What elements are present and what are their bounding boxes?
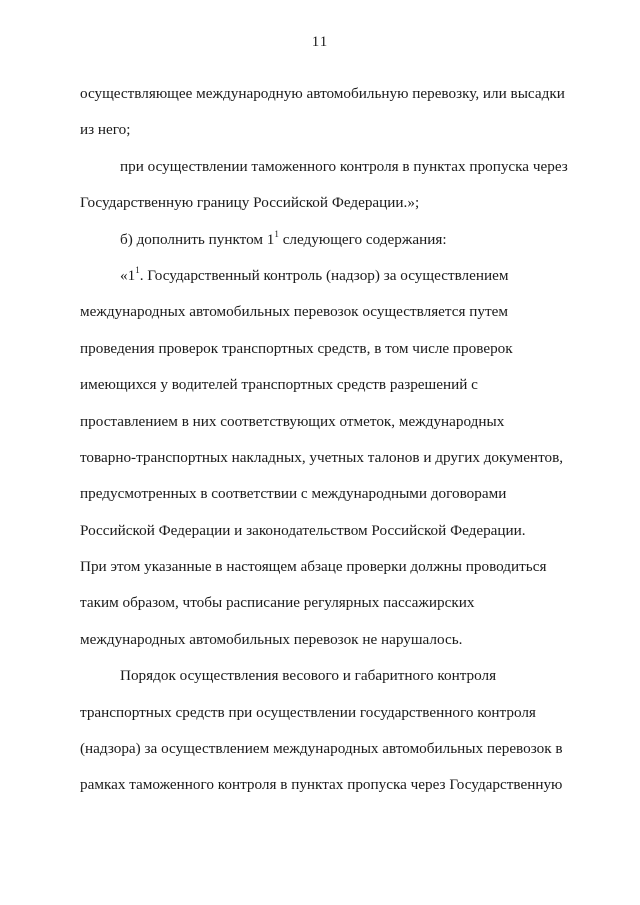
text-line-15: таким образом, чтобы расписание регулярных пассажирских <box>80 594 475 612</box>
text-line-10: проставлением в них соответствующих отметок, международных <box>80 412 505 430</box>
page-number: 11 <box>311 34 329 50</box>
text-line-1: осуществляющее международную автомобильную перевозку, или высадки <box>80 85 565 102</box>
text-line-9: имеющихся у водителей транспортных средств разрешений с <box>80 376 478 394</box>
text-line-8: проведения проверок транспортных средств, в том числе проверок <box>80 339 513 357</box>
text-line-18: транспортных средств при осуществлении государственного контроля <box>80 703 536 721</box>
superscript: 1 <box>274 228 279 239</box>
text-line-7: международных автомобильных перевозок осуществляется путем <box>80 303 508 321</box>
text-line-17: Порядок осуществления весового и габаритного контроля <box>120 667 497 685</box>
text-line-20: рамках таможенного контроля в пунктах пропуска через Государственную <box>80 776 563 794</box>
text-line-6: «$1^1$. Государственный контроль (надзор) за осуществлением <box>120 264 509 284</box>
text-line-3: при осуществлении таможенного контроля в пунктах пропуска через <box>120 157 568 175</box>
document-body <box>80 76 568 804</box>
text-line-11: товарно-транспортных накладных, учетных талонов и других документов, <box>80 448 564 466</box>
text-line-5: б) дополнить пунктом $1^1$ следующего содержания: <box>120 228 447 248</box>
text-line-12: предусмотренных в соответствии с международными договорами <box>80 485 507 503</box>
superscript: 1 <box>135 264 140 275</box>
text-line-16: международных автомобильных перевозок не нарушалось. <box>80 630 463 648</box>
text-line-14: При этом указанные в настоящем абзаце проверки должны проводиться <box>80 558 547 576</box>
text-line-4: Государственную границу Российской Федерации.»; <box>80 194 420 212</box>
text-line-13: Российской Федерации и законодательством Российской Федерации. <box>80 521 526 539</box>
text-line-19: (надзора) за осуществлением международных автомобильных перевозок в <box>80 740 563 758</box>
text-line-2: из него; <box>80 121 131 139</box>
